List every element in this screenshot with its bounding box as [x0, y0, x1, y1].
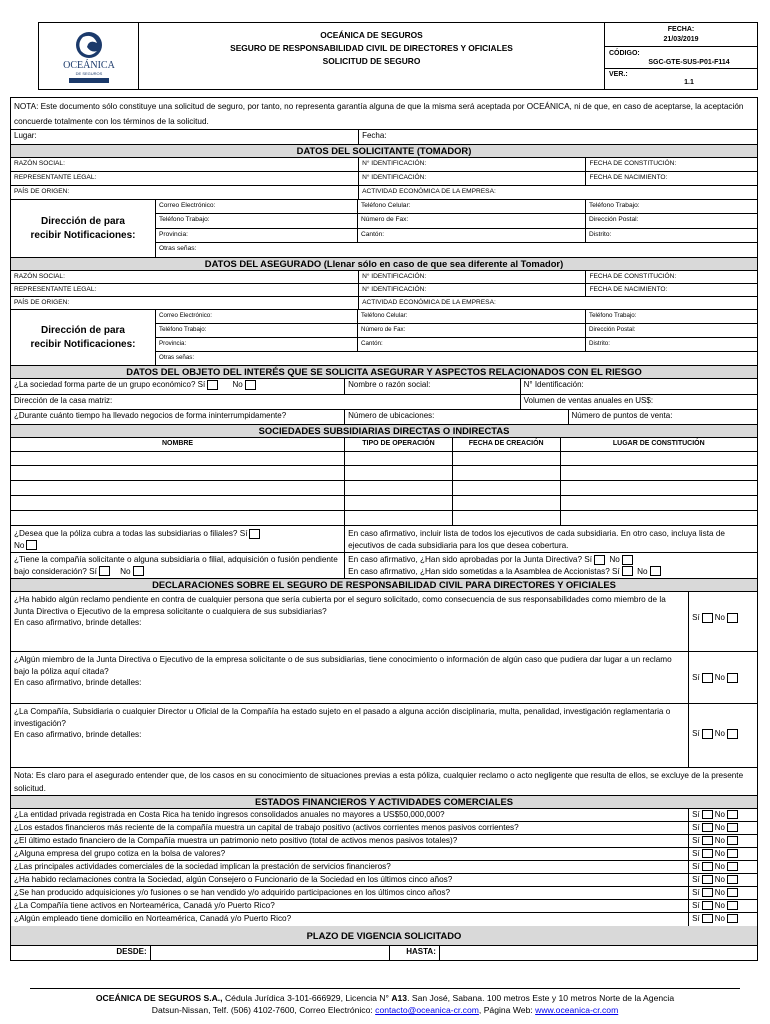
adquisicion-question — [11, 553, 345, 578]
col-lugar-constitucion: LUGAR DE CONSTITUCIÓN — [612, 440, 705, 447]
estados-options — [689, 822, 757, 834]
declaraciones-section-title: DECLARACIONES SOBRE EL SEGURO DE RESPONSABILIDAD CIVIL PARA DIRECTORES Y OFICIALES — [11, 579, 757, 592]
grupo-no-checkbox[interactable] — [245, 380, 256, 390]
declaracion-3-detalles: En caso afirmativo, brinde detalles: — [14, 730, 142, 739]
table-row[interactable] — [11, 466, 757, 481]
si-label: Sí — [692, 673, 700, 682]
aseg-fecha-constitucion-field[interactable]: FECHA DE CONSTITUCIÓN: — [589, 273, 677, 280]
adquisicion-row — [11, 553, 757, 579]
asegurado-row-1 — [11, 271, 757, 284]
no-label: No — [714, 613, 725, 622]
asegurado-row-3 — [11, 297, 757, 310]
form-header — [38, 22, 758, 90]
telefono-trabajo-2-field[interactable]: Teléfono Trabajo: — [156, 214, 358, 228]
logo-name-text: OCEÁNICA — [63, 60, 115, 71]
aseg-canton-field[interactable]: Cantón: — [358, 338, 586, 351]
nombre-razon-field[interactable]: Nombre o razón social: — [345, 379, 521, 394]
page-footer — [30, 988, 740, 1016]
estados-si-checkbox[interactable] — [702, 823, 713, 832]
aseg-identificacion-rep-field[interactable]: N° IDENTIFICACIÓN: — [359, 284, 586, 296]
estados-si-checkbox[interactable] — [702, 901, 713, 910]
estados-row — [11, 887, 757, 900]
grupo-no-label: No — [232, 380, 243, 389]
hasta-field[interactable] — [440, 946, 757, 960]
estados-question: ¿Se han producido adquisiciones y/o fusiones o se han vendido y/o adquirido participaciones en los últimos cinco años? — [11, 887, 689, 899]
grupo-economico-label: ¿La sociedad forma parte de un grupo económico? Sí — [14, 380, 206, 389]
asamblea-label: En caso afirmativo, ¿Han sido sometidas a la Asamblea de Accionistas? Sí — [348, 566, 620, 576]
footer-licencia: A13 — [391, 993, 408, 1003]
estados-no-checkbox[interactable] — [727, 849, 738, 858]
correo-electronico-field[interactable]: Correo Electrónico: — [156, 200, 358, 213]
estados-no-checkbox[interactable] — [727, 875, 738, 884]
distrito-field[interactable]: Distrito: — [589, 231, 612, 238]
declaracion-2-si-checkbox[interactable] — [702, 673, 713, 683]
estados-question: ¿Las principales actividades comerciales de la sociedad implican la prestación de servicios financieros? — [11, 861, 689, 873]
asamblea-si-checkbox[interactable] — [622, 566, 633, 576]
asegurado-direccion-block — [11, 310, 757, 366]
no-label: No — [714, 849, 725, 858]
estados-question: ¿Los estados financieros más reciente de la compañía muestra un capital de trabajo positivo (activos corrientes menos pasivos corrientes? — [11, 822, 689, 834]
no-label: No — [714, 875, 725, 884]
aseg-tel-celular-field[interactable]: Teléfono Celular: — [358, 310, 586, 323]
codigo-label: CÓDIGO: — [609, 50, 640, 57]
volumen-ventas-field[interactable]: Volumen de ventas anuales en US$: — [523, 396, 654, 405]
declaracion-1-no-checkbox[interactable] — [727, 613, 738, 623]
no-label: No — [714, 810, 725, 819]
estados-question: ¿La entidad privada registrada en Costa Rica ha tenido ingresos consolidados anuales no mayores a US$50,000,000? — [11, 809, 689, 821]
tiempo-negocios-field[interactable]: ¿Durante cuánto tiempo ha llevado negocios de forma ininterrumpidamente? — [11, 410, 345, 424]
solicitante-row-3 — [11, 186, 757, 200]
estados-no-checkbox[interactable] — [727, 862, 738, 871]
junta-si-checkbox[interactable] — [594, 555, 605, 565]
estados-row — [11, 861, 757, 874]
casa-matriz-field[interactable]: Dirección de la casa matriz: — [11, 395, 521, 409]
footer-phone: Datsun-Nissan, Telf. (506) 4102-7600, Correo Electrónico: — [151, 1005, 376, 1015]
table-row[interactable] — [11, 511, 757, 526]
si-label: Sí — [692, 888, 700, 897]
estados-question: ¿Ha habido reclamaciones contra la Sociedad, algún Consejero o Funcionario de la Sociedad en los últimos cinco años? — [11, 874, 689, 886]
aseg-correo-field[interactable]: Correo Electrónico: — [156, 310, 358, 323]
fecha-nacimiento-field[interactable]: FECHA DE NACIMIENTO: — [589, 174, 668, 181]
otras-senas-field[interactable]: Otras señas: — [159, 245, 197, 252]
estados-options — [689, 835, 757, 847]
adquisicion-label: ¿Tiene la compañía solicitante o alguna subsidiaria o filial, adquisición o fusión pendiente bajo consideración? Sí — [14, 555, 338, 576]
no-label: No — [714, 888, 725, 897]
actividad-economica-field[interactable]: ACTIVIDAD ECONÓMICA DE LA EMPRESA: — [362, 188, 496, 195]
fecha-field-label: Fecha: — [362, 131, 387, 140]
grupo-si-checkbox[interactable] — [207, 380, 218, 390]
declaracion-2-question — [11, 652, 689, 703]
declaracion-1-text: ¿Ha habido algún reclamo pendiente en contra de cualquier persona que sería cubierta por el seguro solicitado, como consecuencia de sus responsabilidades como miembro de la Junta Directiva o Ejecutivo de la empresa solicitante o cualquiera de sus subsidiarias? — [14, 595, 666, 616]
estados-question: ¿Alguna empresa del grupo cotiza en la bolsa de valores? — [11, 848, 689, 860]
subsidiarias-section-title: SOCIEDADES SUBSIDIARIAS DIRECTAS O INDIRECTAS — [11, 425, 757, 438]
oceanica-logo-icon — [39, 23, 139, 89]
estados-no-checkbox[interactable] — [727, 823, 738, 832]
declaracion-2-detalles: En caso afirmativo, brinde detalles: — [14, 678, 142, 687]
declaracion-row — [11, 652, 757, 704]
product-title: SEGURO DE RESPONSABILIDAD CIVIL DE DIRECTORES Y OFICIALES — [230, 43, 513, 53]
codigo-value: SGC-GTE-SUS-P01-F114 — [648, 59, 730, 66]
fecha-field[interactable] — [359, 130, 757, 144]
junta-no-checkbox[interactable] — [622, 555, 633, 565]
puntos-venta-field[interactable]: Número de puntos de venta: — [571, 411, 673, 420]
declaracion-row — [11, 592, 757, 652]
aseg-fax-field[interactable]: Número de Fax: — [358, 324, 586, 337]
declaracion-3-no-checkbox[interactable] — [727, 729, 738, 739]
asegurado-row-2 — [11, 284, 757, 297]
company-title: OCEÁNICA DE SEGUROS — [320, 30, 423, 40]
declaracion-2-text: ¿Algún miembro de la Junta Directiva o Ejecutivo de la empresa solicitante o de sus subsidiarias, tiene conocimiento o información de algún caso que pudiera dar lugar a un reclamo bajo la póliza aquí citada? — [14, 655, 672, 676]
hasta-label: HASTA: — [390, 946, 440, 960]
identificacion-rep-field[interactable]: N° IDENTIFICACIÓN: — [359, 172, 586, 185]
cubrir-no-label: No — [14, 540, 25, 550]
footer-address: . San José, Sabana. 100 metros Este y 10 metros Norte de la Agencia — [407, 993, 675, 1003]
asamblea-no-checkbox[interactable] — [650, 566, 661, 576]
asamblea-no-label: No — [637, 566, 648, 576]
estados-row — [11, 913, 757, 926]
si-label: Sí — [692, 613, 700, 622]
aseg-razon-social-field[interactable]: RAZÓN SOCIAL: — [11, 271, 359, 283]
estados-si-checkbox[interactable] — [702, 875, 713, 884]
estados-no-checkbox[interactable] — [727, 888, 738, 897]
estados-list — [11, 809, 757, 926]
estados-row — [11, 900, 757, 913]
aseg-fecha-nacimiento-field[interactable]: FECHA DE NACIMIENTO: — [589, 286, 668, 293]
table-row[interactable] — [11, 452, 757, 466]
pais-origen-field[interactable]: PAÍS DE ORIGEN: — [11, 186, 359, 199]
footer-email-link[interactable]: contacto@oceanica-cr.com — [375, 1005, 479, 1015]
solicitante-row-2 — [11, 172, 757, 186]
asegurado-section-title: DATOS DEL ASEGURADO (Llenar sólo en caso de que sea diferente al Tomador) — [11, 258, 757, 271]
solicitante-direccion-grid — [156, 200, 757, 257]
col-fecha-creacion: FECHA DE CREACIÓN — [453, 438, 561, 451]
logo-sub-text: DE SEGUROS — [75, 71, 103, 76]
footer-web-label: , Página Web: — [478, 1005, 536, 1015]
no-label: No — [714, 673, 725, 682]
objeto-section-title: DATOS DEL OBJETO DEL INTERÉS QUE SE SOLICITA ASEGURAR Y ASPECTOS RELACIONADOS CON EL RIESGO — [11, 366, 757, 379]
aseg-provincia-field[interactable]: Provincia: — [156, 338, 358, 351]
estados-si-checkbox[interactable] — [702, 888, 713, 897]
table-row[interactable] — [11, 481, 757, 496]
estados-options — [689, 900, 757, 912]
table-row[interactable] — [11, 496, 757, 511]
footer-web-link[interactable]: www.oceanica-cr.com — [535, 1005, 619, 1015]
aseg-tel-trabajo-field[interactable]: Teléfono Trabajo: — [589, 312, 637, 319]
estados-options — [689, 809, 757, 821]
nota-text: NOTA: Este documento sólo constituye una solicitud de seguro, por tanto, no representa garantía alguna de que la misma será aceptada por OCEÁNICA, ni de que, en caso de aceptarse, la aceptación concuerde totalmente con los términos de la solicitud. — [14, 102, 744, 126]
plazo-row — [11, 946, 757, 960]
no-label: No — [714, 729, 725, 738]
cubrir-subsidiarias-question — [11, 526, 345, 552]
junta-directiva-label: En caso afirmativo, ¿Han sido aprobadas por la Junta Directiva? Sí — [348, 555, 593, 564]
estados-options — [689, 874, 757, 886]
estados-si-checkbox[interactable] — [702, 810, 713, 819]
fecha-label: FECHA: — [667, 26, 695, 33]
estados-no-checkbox[interactable] — [727, 836, 738, 845]
aseg-identificacion-field[interactable]: N° IDENTIFICACIÓN: — [359, 271, 586, 283]
si-label: Sí — [692, 836, 700, 845]
lugar-label: Lugar: — [14, 131, 37, 140]
aseg-representante-field[interactable]: REPRESENTANTE LEGAL: — [11, 284, 359, 296]
identificacion-field[interactable]: N° IDENTIFICACIÓN: — [359, 158, 586, 171]
si-label: Sí — [692, 862, 700, 871]
telefono-trabajo-field[interactable]: Teléfono Trabajo: — [589, 202, 640, 209]
estados-si-checkbox[interactable] — [702, 914, 713, 923]
si-label: Sí — [692, 729, 700, 738]
desde-label: DESDE: — [11, 946, 151, 960]
estados-no-checkbox[interactable] — [727, 810, 738, 819]
direccion-notificaciones-label: Dirección de para recibir Notificaciones: — [11, 200, 156, 257]
si-label: Sí — [692, 901, 700, 910]
footer-cedula: Cédula Jurídica 3-101-666929, Licencia N° — [222, 993, 392, 1003]
aseg-tel-trabajo-2-field[interactable]: Teléfono Trabajo: — [156, 324, 358, 337]
company-logo — [39, 23, 139, 89]
version-label: VER.: — [609, 71, 628, 78]
si-label: Sí — [692, 849, 700, 858]
subsidiarias-cobertura-row — [11, 526, 757, 553]
declaraciones-nota: Nota: Es claro para el asegurado entender que, de los casos en su conocimiento de situaciones previas a esta póliza, cualquier reclamo o acto negligente que resulta de ellos, se excluye de la presente solicitud. — [14, 771, 744, 793]
nota-row — [11, 98, 757, 130]
no-label: No — [714, 836, 725, 845]
declaracion-2-no-checkbox[interactable] — [727, 673, 738, 683]
no-label: No — [714, 862, 725, 871]
estados-question: ¿Algún empleado tiene domicilio en Norteamérica, Canadá y/o Puerto Rico? — [11, 913, 689, 926]
estados-no-checkbox[interactable] — [727, 914, 738, 923]
aseg-postal-field[interactable]: Dirección Postal: — [589, 326, 636, 333]
footer-company: OCEÁNICA DE SEGUROS S.A., — [95, 993, 223, 1003]
adquisicion-no-checkbox[interactable] — [133, 566, 144, 576]
razon-social-field[interactable]: RAZÓN SOCIAL: — [11, 158, 359, 171]
asegurado-direccion-grid — [156, 310, 757, 365]
form-title — [139, 23, 605, 89]
lugar-fecha-row — [11, 130, 757, 145]
document-meta — [605, 23, 757, 89]
cubrir-subsidiarias-note: En caso afirmativo, incluir lista de todos los ejecutivos de cada subsidiaria. En otro caso, incluya lista de ejecutivos de cada subsidiaria para los que desea cobertura. — [348, 529, 725, 550]
junta-no-label: No — [609, 555, 620, 564]
aseg-direccion-label: Dirección de para recibir Notificaciones: — [11, 310, 156, 365]
estados-row — [11, 874, 757, 887]
direccion-postal-field[interactable]: Dirección Postal: — [589, 216, 639, 223]
estados-row — [11, 822, 757, 835]
telefono-celular-field[interactable]: Teléfono Celular: — [358, 200, 586, 213]
no-label: No — [714, 901, 725, 910]
fecha-constitucion-field[interactable]: FECHA DE CONSTITUCIÓN: — [589, 160, 677, 167]
solicitante-row-1 — [11, 158, 757, 172]
adquisicion-no-label: No — [120, 566, 131, 576]
estados-options — [689, 848, 757, 860]
aseg-otras-senas-field[interactable]: Otras señas: — [159, 354, 195, 361]
estados-options — [689, 913, 757, 926]
no-label: No — [714, 914, 725, 923]
declaracion-1-si-checkbox[interactable] — [702, 613, 713, 623]
provincia-field[interactable]: Provincia: — [156, 229, 358, 242]
objeto-row-2 — [11, 395, 757, 410]
fecha-value: 21/03/2019 — [663, 36, 699, 43]
declaracion-3-si-checkbox[interactable] — [702, 729, 713, 739]
declaracion-3-text: ¿La Compañía, Subsidiaria o cualquier Director u Oficial de la Compañía ha estado sujeto en el pasado a alguna acción disciplinaria, multa, penalidad, investigación reglamentaria o investigación? — [14, 707, 671, 728]
solicitante-section-title: DATOS DEL SOLICITANTE (TOMADOR) — [11, 145, 757, 158]
declaracion-2-options — [689, 652, 757, 703]
estados-options — [689, 861, 757, 873]
estados-section-title: ESTADOS FINANCIEROS Y ACTIVIDADES COMERCIALES — [11, 796, 757, 809]
lugar-field[interactable] — [11, 130, 359, 144]
declaracion-1-question — [11, 592, 689, 651]
version-value: 1.1 — [684, 79, 694, 86]
numero-fax-field[interactable]: Número de Fax: — [358, 214, 586, 228]
estados-no-checkbox[interactable] — [727, 901, 738, 910]
si-label: Sí — [692, 875, 700, 884]
estados-question: ¿El último estado financiero de la Compañía muestra un patrimonio neto positivo (total de activos menos pasivos totales)? — [11, 835, 689, 847]
declaracion-row — [11, 704, 757, 768]
subsidiarias-header-row — [11, 438, 757, 452]
representante-legal-field[interactable]: REPRESENTANTE LEGAL: — [11, 172, 359, 185]
estados-si-checkbox[interactable] — [702, 862, 713, 871]
objeto-row-3 — [11, 410, 757, 425]
aprobacion-questions — [345, 553, 757, 578]
aseg-pais-origen-field[interactable]: PAÍS DE ORIGEN: — [11, 297, 359, 309]
declaracion-1-options — [689, 592, 757, 651]
no-label: No — [714, 823, 725, 832]
estados-row — [11, 835, 757, 848]
cubrir-subsidiarias-label: ¿Desea que la póliza cubra a todas las subsidiarias o filiales? Sí — [14, 529, 248, 538]
declaracion-3-question — [11, 704, 689, 767]
cubrir-si-checkbox[interactable] — [249, 529, 260, 539]
declaraciones-nota-row — [11, 768, 757, 796]
col-tipo-operacion: TIPO DE OPERACIÓN — [345, 438, 453, 451]
estados-row — [11, 809, 757, 822]
si-label: Sí — [692, 823, 700, 832]
aseg-distrito-field[interactable]: Distrito: — [589, 340, 610, 347]
grupo-economico-question — [11, 379, 345, 394]
solicitante-direccion-block — [11, 200, 757, 258]
declaracion-1-detalles: En caso afirmativo, brinde detalles: — [14, 618, 142, 627]
cubrir-no-checkbox[interactable] — [26, 540, 37, 550]
estados-options — [689, 887, 757, 899]
n-identificacion-field[interactable]: N° Identificación: — [523, 380, 584, 389]
document-title: SOLICITUD DE SEGURO — [322, 56, 421, 66]
desde-field[interactable] — [151, 946, 390, 960]
si-label: Sí — [692, 914, 700, 923]
numero-ubicaciones-field[interactable]: Número de ubicaciones: — [345, 410, 568, 424]
aseg-actividad-field[interactable]: ACTIVIDAD ECONÓMICA DE LA EMPRESA: — [362, 299, 496, 306]
adquisicion-si-checkbox[interactable] — [99, 566, 110, 576]
estados-si-checkbox[interactable] — [702, 849, 713, 858]
estados-row — [11, 848, 757, 861]
si-label: Sí — [692, 810, 700, 819]
declaracion-3-options — [689, 704, 757, 767]
canton-field[interactable]: Cantón: — [358, 229, 586, 242]
application-form — [10, 97, 758, 961]
estados-si-checkbox[interactable] — [702, 836, 713, 845]
col-nombre: NOMBRE — [11, 438, 345, 451]
estados-question: ¿La Compañía tiene activos en Norteamérica, Canadá y/o Puerto Rico? — [11, 900, 689, 912]
plazo-section-title: PLAZO DE VIGENCIA SOLICITADO — [11, 926, 757, 946]
objeto-row-1 — [11, 379, 757, 395]
